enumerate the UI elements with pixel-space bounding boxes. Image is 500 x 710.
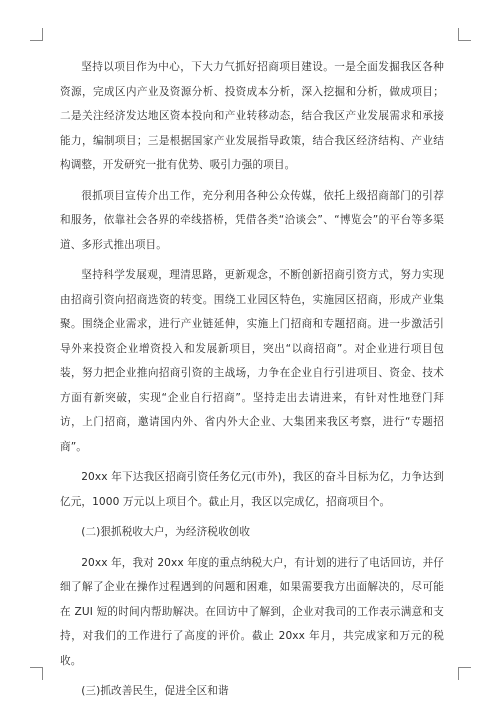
paragraph-tax-visits: 20xx 年，我对 20xx 年度的重点纳税大户，有计划的进行了电话回访，并仔细了解了企业在操作过程遇到的问题和困难，如果需要我方出面解决的，尽可能在 ZUI 短的时间内帮助解决。在回访中了解到，企业对我司的工作表示满意和支持，对我们的工作进行了高度的评价。截止 20xx 年月，共完成家和万元的税收。 [60, 556, 444, 667]
section-heading-tax: (二)狠抓税收大户，为经济税收创收 [81, 526, 251, 538]
document-body [60, 55, 444, 710]
crop-mark-top-left [30, 28, 43, 41]
crop-mark-bottom-right [458, 667, 471, 680]
paragraph-investment-methods: 坚持科学发展观，理清思路，更新观念，不断创新招商引资方式，努力实现由招商引资向招商选资的转变。围绕工业园区特色，实施园区招商，形成产业集聚。围绕企业需求，进行产业链延伸，实施上门招商和专题招商。进一步激活引导外来投资企业增资投入和发展新项目，突出“以商招商”。对企业进行项目包装，努力把企业推向招商引资的主战场，力争在企业自行引进项目、资金、技术方面有新突破，实现“企业自行招商”。坚持走出去请进来，有针对性地登门拜访，上门招商，邀请国内外、省内外大企业、大集团来我区考察，进行“专题招商”。 [60, 269, 444, 453]
crop-mark-top-right [458, 28, 471, 41]
paragraph-investment-targets: 20xx 年下达我区招商引资任务亿元(市外)，我区的奋斗目标为亿，力争达到亿元，1000 万元以上项目个。截止月，我区以完成亿，招商项目个。 [60, 471, 444, 508]
paragraph-project-building: 坚持以项目作为中心，下大力气抓好招商项目建设。一是全面发掘我区各种资源，完成区内产业及资源分析、投资成本分析，深入挖掘和分析，做成项目；二是关注经济发达地区资本投向和产业转移动态，结合我区产业发展需求和承接能力，编制项目；三是根据国家产业发展指导政策，结合我区经济结构、产业结构调整，开发研究一批有优势、吸引力强的项目。 [60, 61, 444, 171]
crop-mark-bottom-left [30, 667, 43, 680]
section-heading-livelihood: (三)抓改善民生，促进全区和谐 [81, 685, 229, 697]
paragraph-project-promotion: 很抓项目宣传介出工作，充分利用各种公众传媒，依托上级招商部门的引荐和服务，依靠社会各界的牵线搭桥，凭借各类“洽谈会”、“博览会”的平台等多渠道、多形式推出项目。 [60, 189, 444, 251]
